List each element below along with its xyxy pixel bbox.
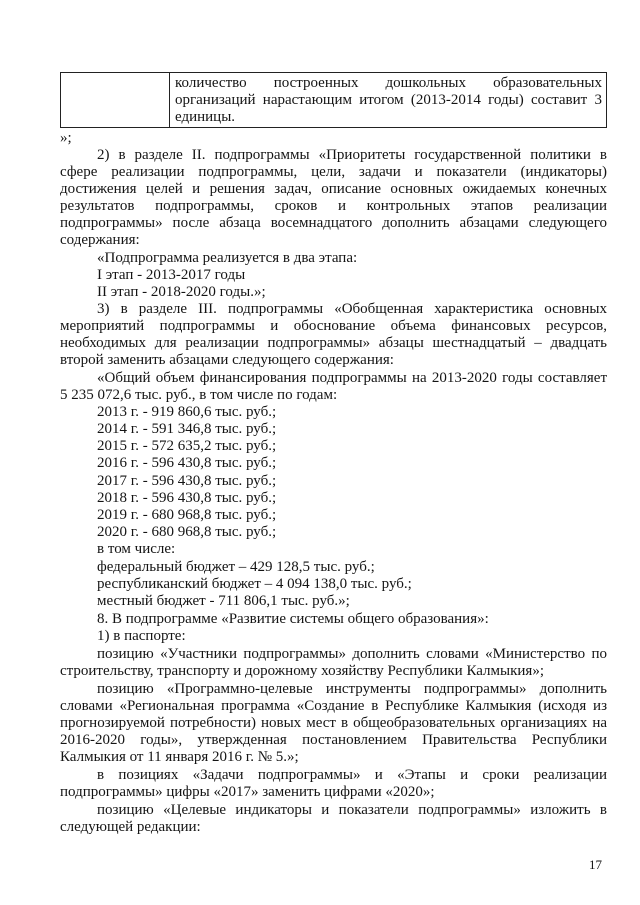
year-amount-line: 2015 г. - 572 635,2 тыс. руб.; [97,438,277,454]
table-cell-line: единицы. [175,109,236,126]
text-line: сфере реализации подпрограммы, цели, задачи и показатели (индикаторы) [60,164,607,180]
budget-line: республиканский бюджет – 4 094 138,0 тыс. руб.; [97,576,412,592]
table-empty-cell [61,73,170,127]
text-line: 5 235 072,6 тыс. руб., в том числе по годам: [60,387,338,403]
text-line: второй заменить абзацами следующего содержания: [60,352,394,368]
text-line: подпрограммы» цифры «2017» заменить цифрами «2020»; [60,784,435,800]
page-number: 17 [589,857,602,872]
text-line: строительству, транспорту и дорожному хозяйству Республики Калмыкия»; [60,663,544,679]
year-amount-line: 2018 г. - 596 430,8 тыс. руб.; [97,490,277,506]
text-line: «Подпрограмма реализуется в два этапа: [97,250,358,266]
text-line: прогнозируемой потребности) новых мест в общеобразовательных организациях на [60,715,607,731]
text-line: мероприятий подпрограммы и обоснование объема финансовых ресурсов, [60,318,607,334]
text-line: следующей редакции: [60,819,201,835]
text-line: позицию «Целевые индикаторы и показатели подпрограммы» изложить в [97,802,607,818]
text-line: позицию «Участники подпрограммы» дополнить словами «Министерство по [97,646,607,662]
text-line: II этап - 2018-2020 годы.»; [97,284,266,300]
text-line: в том числе: [97,541,176,557]
table [60,72,607,128]
text-line: I этап - 2013-2017 годы [97,267,246,283]
text-line: 8. В подпрограмме «Развитие системы общего образования»: [97,611,489,627]
budget-line: федеральный бюджет – 429 128,5 тыс. руб.; [97,559,375,575]
text-line: Калмыкия от 11 января 2016 г. № 5.»; [60,749,299,765]
text-line: словами «Региональная программа «Создание в Республике Калмыкия (исходя из [60,698,607,714]
table-cell-line: организаций нарастающим итогом (2013-2014 годы) составит 3 [175,92,602,109]
table-cell-line: количество построенных дошкольных образовательных [175,75,602,91]
text-line: 2016-2020 годы», утвержденная постановлением Правительства Республики [60,732,607,748]
year-amount-line: 2020 г. - 680 968,8 тыс. руб.; [97,524,277,540]
year-amount-line: 2013 г. - 919 860,6 тыс. руб.; [97,404,277,420]
year-amount-line: 2019 г. - 680 968,8 тыс. руб.; [97,507,277,523]
text-line: достижения целей и решения задач, описание основных ожидаемых конечных [60,181,607,197]
text-line: 3) в разделе III. подпрограммы «Обобщенная характеристика основных [97,301,607,317]
budget-line: местный бюджет - 711 806,1 тыс. руб.»; [97,593,350,609]
text-line: содержания: [60,232,140,248]
text-line: результатов подпрограммы, сроков и контрольных этапов реализации [60,198,607,214]
year-amount-line: 2014 г. - 591 346,8 тыс. руб.; [97,421,277,437]
text-line: необходимых для реализации подпрограммы» абзацы шестнадцатый – двадцать [60,335,607,351]
table-text-cell [175,75,602,127]
text-line: подпрограммы» после абзаца восемнадцатого дополнить абзацами следующего [60,215,607,231]
year-amount-line: 2017 г. - 596 430,8 тыс. руб.; [97,473,277,489]
text-line: »; [60,130,72,146]
text-line: 2) в разделе II. подпрограммы «Приоритеты государственной политики в [97,147,607,163]
text-line: в позициях «Задачи подпрограммы» и «Этапы и сроки реализации [97,767,607,783]
year-amount-line: 2016 г. - 596 430,8 тыс. руб.; [97,455,277,471]
text-line: «Общий объем финансирования подпрограммы на 2013-2020 годы составляет [97,370,607,386]
text-line: 1) в паспорте: [97,628,186,644]
text-line: позицию «Программно-целевые инструменты подпрограммы» дополнить [97,681,607,697]
